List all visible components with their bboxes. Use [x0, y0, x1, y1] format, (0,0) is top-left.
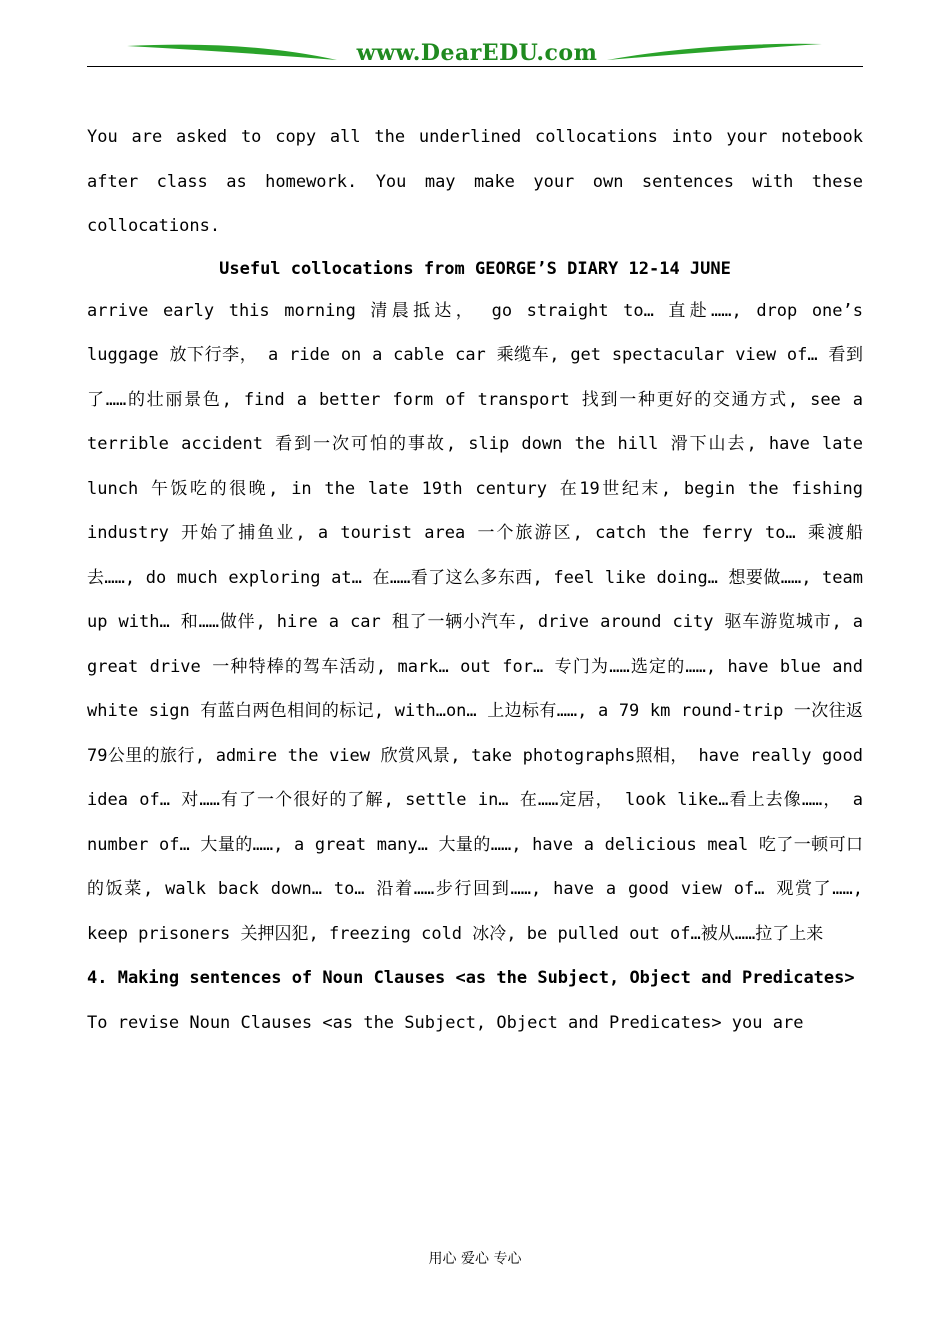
header-divider	[87, 66, 863, 67]
page-footer: 用心 爱心 专心	[428, 1251, 522, 1267]
document-body	[87, 115, 863, 1045]
intro-paragraph: You are asked to copy all the underlined collocations into your notebook after class as homework. You may make your own sentences with these collocations.	[87, 127, 863, 236]
collocations-title: Useful collocations from GEORGE’S DIARY 12-14 JUNE	[219, 258, 731, 279]
collocations-paragraph: arrive early this morning 清晨抵达， go straight to… 直赴……, drop one’s luggage 放下行李， a ride on a cable car 乘缆车, get spectacular view of… 看到了……的壮丽景色, find a better form of transport 找到一种更好的交通方式, see a terrible accident 看到一次可怕的事故, slip down the hill 滑下山去, have late lunch 午饭吃的很晚, in the late 19th century 在19世纪末, begin the fishing industry 开始了捕鱼业, a tourist area 一个旅游区, catch the ferry to… 乘渡船去……, do much exploring at… 在……看了这么多东西, feel like doing… 想要做……, team up with… 和……做伴, hire a car 租了一辆小汽车, drive around city 驱车游览城市, a great drive 一种特棒的驾车活动, mark… out for… 专门为……选定的……, have blue and white sign 有蓝白两色相间的标记, with…on… 上边标有……, a 79 km round-trip 一次往返79公里的旅行, admire the view 欣赏风景, take photographs照相， have really good idea of… 对……有了一个很好的了解, settle in… 在……定居， look like…看上去像……， a number of… 大量的……, a great many… 大量的……, have a delicious meal 吃了一顿可口的饭菜, walk back down… to… 沿着……步行回到……, have a good view of… 观赏了……, keep prisoners 关押囚犯, freezing cold 冰冷, be pulled out of…被从……拉了上来	[87, 300, 863, 944]
section-paragraph: To revise Noun Clauses <as the Subject, Object and Predicates> you are	[87, 1012, 804, 1033]
section-heading: 4. Making sentences of Noun Clauses <as the Subject, Object and Predicates>	[87, 968, 855, 988]
page-header	[87, 36, 863, 70]
site-url-logo: www.DearEDU.com	[356, 40, 598, 66]
